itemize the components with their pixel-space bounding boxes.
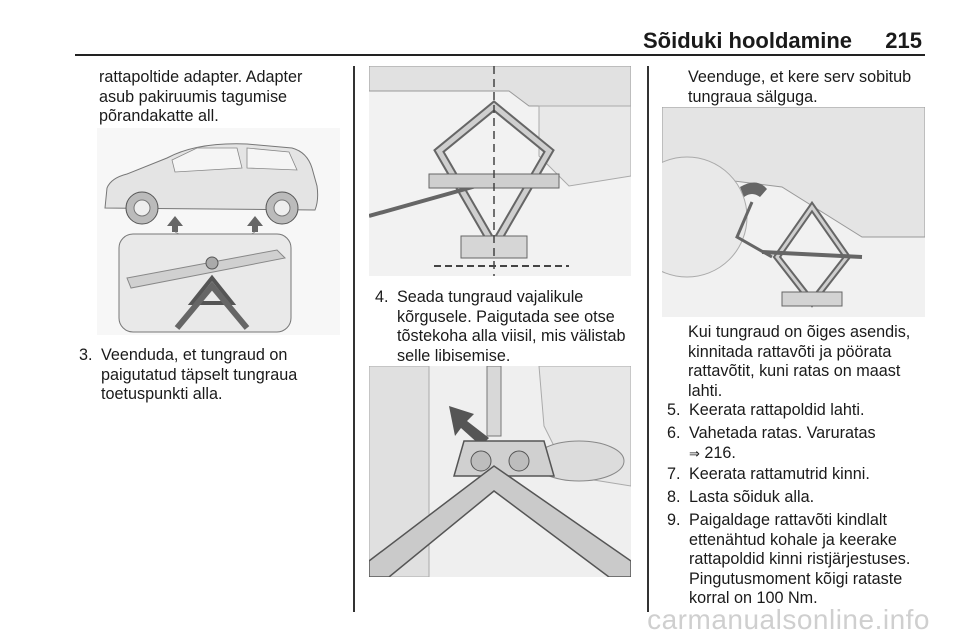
step-3: 3. Veenduda, et tungraud on paigutatud täpselt tungraua toetuspunkti alla. — [79, 346, 298, 403]
column-divider-2 — [647, 66, 649, 612]
watermark: carmanualsonline.info — [647, 604, 930, 635]
scissor-jack-side-illustration — [369, 66, 631, 276]
jack-under-sill-illustration — [662, 107, 925, 317]
col3-intro: Veenduge, et kere serv sobitub tungraua sälguga. — [688, 68, 912, 106]
col1-intro: rattapoltide adapter. Adapter asub pakiruumis tagumise põrandakatte all. — [99, 68, 303, 125]
page-reference[interactable]: 216. — [704, 443, 736, 462]
step-7: 7. Keerata rattamutrid kinni. — [667, 465, 870, 483]
step-6: 6. Vahetada ratas. Varuratas ⇒ 216. — [667, 424, 876, 462]
car-jack-point-illustration — [97, 128, 340, 335]
col3-paragraph: Kui tungraud on õiges asendis, kinnitada rattavõti ja pöörata rattavõtit, kuni ratas on maast lahti. — [688, 323, 911, 400]
step-9: 9. Paigaldage rattavõti kindlalt ettenähtud kohale ja keerake rattapoldid kinni ristjärjestuses. Pingutusmoment kõigi rataste korral on 100 Nm. — [667, 511, 911, 607]
step-5: 5. Keerata rattapoldid lahti. — [667, 401, 865, 419]
step-8: 8. Lasta sõiduk alla. — [667, 488, 815, 506]
column-divider-1 — [353, 66, 355, 612]
step-4: 4. Seada tungraud vajalikule kõrgusele. Paigutada see otse tõstekoha alla viisil, mis välistab selle libisemise. — [375, 288, 626, 365]
page-reference-icon: ⇒ — [689, 446, 700, 462]
jack-head-closeup-illustration — [369, 366, 631, 577]
page-header — [0, 0, 960, 53]
section-title: Sõiduki hooldamine — [642, 28, 852, 53]
page-number: 215 — [885, 28, 922, 53]
header-divider — [75, 54, 925, 56]
